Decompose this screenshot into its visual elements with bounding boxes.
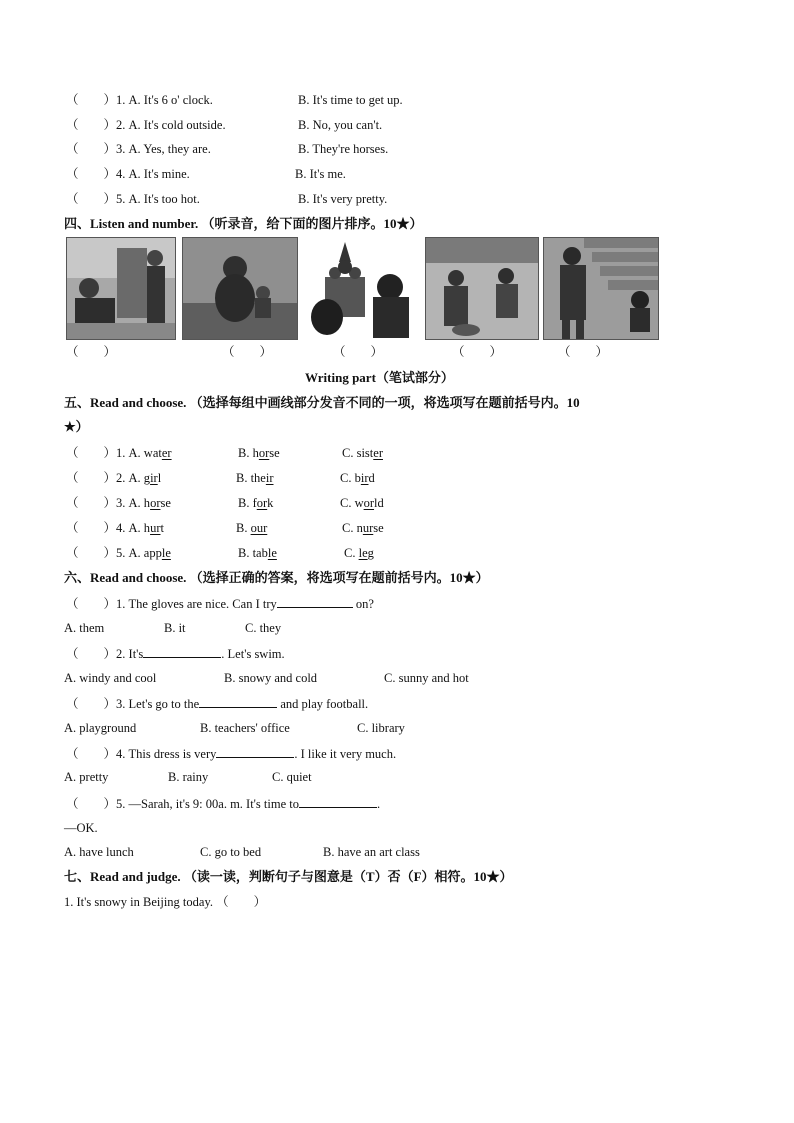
option-b: B. No, you can't. (298, 118, 383, 132)
option-c: C. world (340, 496, 384, 510)
judge-question-1: 1. It's snowy in Beijing today. （ ） (64, 895, 267, 909)
option-c: C. sunny and hot (384, 671, 469, 685)
list-item: （ ）1. A. It's 6 o' clock. (66, 93, 213, 107)
question-2: （ ）2. It's . Let's swim. (66, 647, 285, 661)
list-item: （ ）5. A. It's too hot. (66, 192, 200, 206)
writing-part-title: Writing part（笔试部分） (305, 370, 454, 385)
option-b: B. table (238, 546, 277, 560)
question-1: （ ）1. The gloves are nice. Can I try on? (66, 597, 374, 611)
list-item: （ ）4. A. It's mine. (66, 167, 190, 181)
picture-1 (66, 237, 176, 340)
list-item: （ ）3. A. horse (66, 496, 171, 510)
option-a: A. playground (64, 721, 137, 735)
question-3: （ ）3. Let's go to the and play football. (66, 697, 369, 711)
option-b: B. teachers' office (200, 721, 290, 735)
answer-bracket[interactable]: （ ） (333, 345, 384, 359)
option-b: B. They're horses. (298, 142, 389, 156)
option-b: B. rainy (168, 770, 209, 784)
option-a: A. have lunch (64, 845, 134, 859)
option-b: B. their (236, 471, 274, 485)
answer-blank[interactable] (143, 645, 221, 658)
question-4: （ ）4. This dress is very . I like it very much. (66, 747, 397, 761)
option-b: B. it (164, 621, 186, 635)
answer-blank[interactable] (299, 795, 377, 808)
option-c: C. go to bed (200, 845, 262, 859)
option-c: C. they (245, 621, 282, 635)
answer-bracket[interactable]: （ ） (558, 345, 609, 359)
list-item: （ ）3. A. Yes, they are. (66, 142, 211, 156)
option-a: A. windy and cool (64, 671, 157, 685)
option-c: C. bird (340, 471, 375, 485)
option-c: C. nurse (342, 521, 384, 535)
answer-bracket[interactable]: （ ） (452, 345, 503, 359)
picture-5 (543, 237, 659, 340)
section5-heading: 五、Read and choose. （选择每组中画线部分发音不同的一项，将选项写在题前括号内。10 (64, 395, 580, 410)
option-b: B. It's me. (295, 167, 346, 181)
section7-heading: 七、Read and judge. （读一读，判断句子与图意是（T）否（F）相符。10★） (64, 869, 513, 884)
answer-blank[interactable] (199, 695, 277, 708)
answer-blank[interactable] (277, 595, 353, 608)
answer-bracket[interactable]: （ ） (66, 345, 117, 359)
option-b: B. have an art class (323, 845, 420, 859)
option-a: A. pretty (64, 770, 109, 784)
option-c: C. leg (344, 546, 374, 560)
list-item: （ ）2. A. It's cold outside. (66, 118, 226, 132)
reply: —OK. (64, 821, 98, 835)
picture-4 (425, 237, 539, 340)
picture-2 (182, 237, 298, 340)
option-b: B. It's time to get up. (298, 93, 403, 107)
option-b: B. horse (238, 446, 280, 460)
question-5: （ ）5. —Sarah, it's 9: 00a. m. It's time to . (66, 797, 381, 811)
option-b: B. It's very pretty. (298, 192, 388, 206)
section4-heading: 四、Listen and number. （听录音，给下面的图片排序。10★） (64, 216, 423, 231)
option-b: B. snowy and cold (224, 671, 318, 685)
section5-heading-cont: ★） (64, 419, 89, 434)
option-c: C. sister (342, 446, 383, 460)
answer-blank[interactable] (216, 745, 294, 758)
list-item: （ ）2. A. girl (66, 471, 162, 485)
list-item: （ ）5. A. apple (66, 546, 171, 560)
option-c: C. quiet (272, 770, 312, 784)
picture-3 (305, 237, 417, 338)
answer-bracket[interactable]: （ ） (222, 345, 273, 359)
list-item: （ ）1. A. water (66, 446, 172, 460)
option-b: B. our (236, 521, 268, 535)
option-c: C. library (357, 721, 405, 735)
option-a: A. them (64, 621, 105, 635)
option-b: B. fork (238, 496, 274, 510)
list-item: （ ）4. A. hurt (66, 521, 164, 535)
section6-heading: 六、Read and choose. （选择正确的答案，将选项写在题前括号内。10★） (64, 570, 489, 585)
